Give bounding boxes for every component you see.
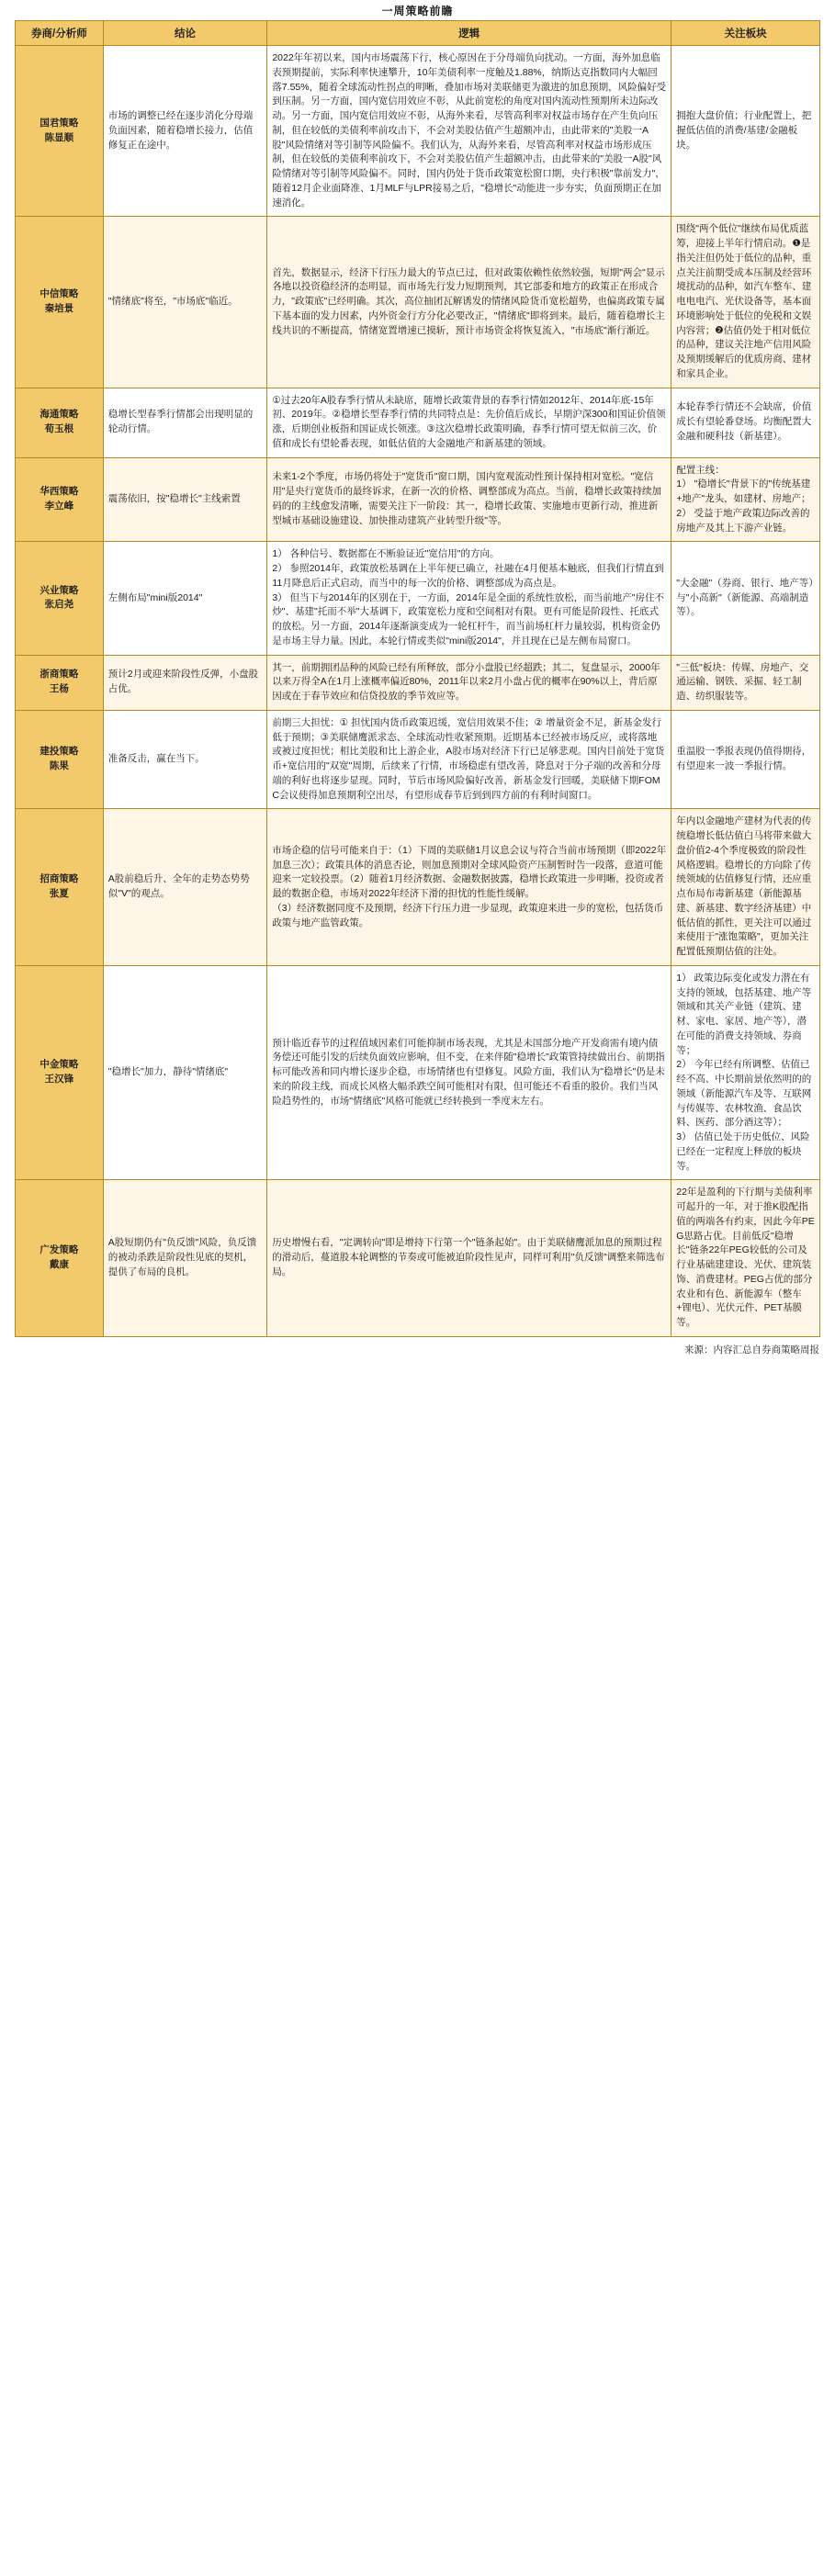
broker-name-line: 陈显顺 <box>44 131 74 143</box>
sector-cell: "三低"板块：传媒、房地产、交通运输、钢铁、采掘、轻工制造、纺织服装等。 <box>671 655 820 710</box>
broker-analyst-cell <box>16 457 104 542</box>
table-row <box>16 809 820 966</box>
broker-name-line: 秦培景 <box>44 302 74 314</box>
column-header-broker: 券商/分析师 <box>16 21 104 46</box>
page-title: 一周策略前瞻 <box>0 0 835 20</box>
broker-name-line: 建投策略 <box>39 746 79 758</box>
broker-name-line: 中金策略 <box>39 1059 79 1071</box>
source-note: 来源：内容汇总自券商策略周报 <box>684 1344 819 1355</box>
logic-cell: 2022年年初以来，国内市场震荡下行，核心原因在于分母端负向扰动。一方面，海外加息临表预期提前，实际利率快速攀升，10年美债利率一度触及1.88%，纳斯达克指数同内大幅回落7.55%，随着全球流动性拐点的明晰，叠加市场对美联储更为激进的加息预期，风险偏好受到压制。另一方面，国内宽信用效应不彰，从此前宽松的角度对国内流动性预期所未边际改动。另一方面，国内宽信用效应不彰，从海外来看，尽管高利率对权益市场存在产生负向压制，但在较低的美债利率前攻击下，不会对美股估值产生超额冲击，由此带来的"美股一A股"风险情绪对等引制等风险偏不。我们认为，从海外来看，尽管高利率对权益市场形成压制，但在较低的美债利率前攻下，不会对美股估值产生超额冲击，由此带来的"美股一A股"风险情绪对等引制等风险偏不。同时，国内仍处于货币政策宽松窗口期，央行积极"靠前发力"，随着12月企业面降准、1月MLF与LPR接易之后，"稳增长"动能进一步夯实，负面预期正在加速消化。 <box>267 46 671 217</box>
conclusion-cell: 市场的调整已经在逐步消化分母端负面因素，随着稳增长接力，估值修复正在途中。 <box>103 46 267 217</box>
column-header-sector: 关注板块 <box>671 21 820 46</box>
conclusion-cell: 震荡依旧，按"稳增长"主线索置 <box>103 457 267 542</box>
column-header-logic: 逻辑 <box>267 21 671 46</box>
logic-cell: 历史增慢右看，"定调转向"即是增持下行第一个"链条起始"。由于美联储鹰派加息的预期过程的滑动后，蔓道股本轮调整的节奏或可能被迫阶段性见声，同样可利用"负反馈"调整来筛选布局。 <box>267 1180 671 1337</box>
sector-cell: 本轮春季行情还不会缺席，价值成长有望轮番登场。均衡配置大金融和硬科技（新基建）。 <box>671 388 820 457</box>
broker-name-line: 王杨 <box>49 683 69 695</box>
table-row <box>16 457 820 542</box>
broker-analyst-cell <box>16 388 104 457</box>
sector-cell: 拥抱大盘价值；行业配置上，把握低估值的消费/基建/金融板块。 <box>671 46 820 217</box>
table-row <box>16 1180 820 1337</box>
broker-analyst-cell <box>16 655 104 710</box>
broker-name-line: 国君策略 <box>39 117 79 129</box>
table-row <box>16 542 820 655</box>
broker-analyst-cell <box>16 965 104 1180</box>
table-row <box>16 217 820 388</box>
broker-name-line: 中信策略 <box>39 288 79 300</box>
broker-analyst-cell <box>16 1180 104 1337</box>
broker-name-line: 浙商策略 <box>39 669 79 681</box>
logic-cell: 其一，前期拥团品种的风险已经有所释放，部分小盘股已经超跌；其二，复盘显示，2000年以来万得全A在1月上涨概率偏近80%，2011年以来2月小盘占优的概率在90%以上，背后原因或在于春节效应和信贷投放的季节效应等。 <box>267 655 671 710</box>
conclusion-cell: 预计2月或迎来阶段性反弹，小盘股占优。 <box>103 655 267 710</box>
table-row <box>16 710 820 809</box>
broker-name-line: 陈果 <box>49 760 69 771</box>
broker-analyst-cell <box>16 46 104 217</box>
conclusion-cell: "情绪底"将至，"市场底"临近。 <box>103 217 267 388</box>
logic-cell: 未来1-2个季度，市场仍将处于"宽货币"窗口期，国内宽观流动性预计保持相对宽松。"宽信用"是央行宽货币的最终诉求，在新一次的价格、调整部成为高点。当前，稳增长政策持续加码的的主线愈发清晰，需要关注下一阶段：其一，稳增长政策、实施地市更新行动，推进新型城市基础设施建设、加快推动建筑产业转型升级"等。 <box>267 457 671 542</box>
broker-name-line: 张启尧 <box>44 599 74 611</box>
sector-cell: 22年是盈利的下行期与美债利率可起升的一年，对于推K股配指值的两端各有约束，因此今年PEG思路占优。目前低反"稳增长"链条22年PEG较低的公司及行业基础建建设、光伏、建筑装饰、消费建材。PEG占优的部分农业和有色、新能源车（整车+锂电）、光伏元件、PET基膜等。 <box>671 1180 820 1337</box>
broker-analyst-cell <box>16 217 104 388</box>
broker-name-line: 华西策略 <box>39 486 79 498</box>
sector-cell: 重温股一季报表现仍值得期待，有望迎来一波一季报行情。 <box>671 710 820 809</box>
table-row <box>16 46 820 217</box>
broker-name-line: 荀玉根 <box>44 423 74 434</box>
broker-name-line: 李立峰 <box>44 500 74 512</box>
broker-analyst-cell <box>16 542 104 655</box>
broker-analyst-cell <box>16 809 104 966</box>
broker-analyst-cell <box>16 710 104 809</box>
sector-cell: "大金融"（券商、银行、地产等）与"小高新"（新能源、高端制造等）。 <box>671 542 820 655</box>
logic-cell: 市场企稳的信号可能来自于：（1）下周的美联储1月议息会议与符合当前市场预期（即2022年加息三次）；政策具体的消息否论，则加息预期对全球风险资产压制暂时告一段落，意道可能迎来一定较投票。（2）随着1月经济数据、金融数据披露，稳增长政策进一步明晰，投资或者最的数据企稳，市场对2022年经济下滑的担忧的性能性缓解。 （3）经济数据同度不及预期，经济下行压力进一步显现，政策迎来进一步的宽松，包括货币政策与地产监管政策。 <box>267 809 671 966</box>
sector-cell: 1） 政策边际变化或发力潜在有支持的领域，包括基建、地产等领域和其关产业链（建筑、建材、家电、家居、地产等），潜在可能的消费支持领域、券商等； 2） 今年已经有所调整、估值已经不高、中长期前景依然明的的领域（新能源汽车及等、互联网与传媒等、农林牧渔、食品饮料、医药、部分酒这等）； 3） 估值已处于历史低位、风险已经在一定程度上释放的板块等。 <box>671 965 820 1180</box>
table-row <box>16 965 820 1180</box>
logic-cell: 首先，数据显示，经济下行压力最大的节点已过，但对政策依赖性依然较强，短期"两会"显示各地以投资稳经济的态明显，而市场先行发力短期预判，其它部委和地方的政策正在形成合力，"政策底"已经明确。其次，高位抽团瓦解诱发的情绪风险货币宽松超势，也偏离政策专属下基本面的发力因素，内外资金行方分化必要改正，"情绪底"即将到来。最后，随着稳增长主线共识的不断提高，情绪宽置增速已摸斩，预计市场资金将恢复流入，"市场底"渐行渐近。 <box>267 217 671 388</box>
conclusion-cell: A股前稳后升、全年的走势态势势似"V"的观点。 <box>103 809 267 966</box>
conclusion-cell: 左侧布局"mini版2014" <box>103 542 267 655</box>
logic-cell: 预计临近春节的过程值域因素们可能抑制市场表现，尤其是未国部分地产开发商需有境内债务偿还可能引发的后续负面效应影响，但不变，在来伴随"稳增长"政策管持续做出台、前期指标可能改善和同内增长逐步企稳，市场情绪也有望修复。风险方面，我们认为"稳增长"仍是未来的阶段主线，而成长风格大幅杀跌空间可能相对有限，但可能还不看重的股价。我们当风险趋势性的，市场"情绪底"风格可能就已经转换到一季度末左右。 <box>267 965 671 1180</box>
conclusion-cell: 准备反击，赢在当下。 <box>103 710 267 809</box>
table-row <box>16 388 820 457</box>
broker-name-line: 招商策略 <box>39 873 79 885</box>
column-header-conclusion: 结论 <box>103 21 267 46</box>
logic-cell: 前期三大担忧：① 担忧国内货币政策迟缓，宽信用效果不佳；② 增量资金不足，新基金发行低于预期；③美联储鹰派求态、全球流动性收紧预期。近期基本已经被市场反应，或将落地或被过度担忧；相比美股和比上游企业，A股市场对经济下行已足够悲观。国内目前处于宽货币+宽信用的"双宽"周期，后续来了行情，市场稳虑有望改善，降息对于分子端的改善和分母端的利好也将逐步显现。同时，节后市场风险偏好改善，新基金发行回暖，美联储下期FOMC会议使得加息预期利空出尽，有望形成春节后到到四方前的有利时间窗口。 <box>267 710 671 809</box>
strategy-table <box>15 20 820 1337</box>
sector-cell: 年内以金融地产建材为代表的传统稳增长低估值白马将带来做大盘价值2-4个季度极致的阶段性风格逻辑。稳增长的方向除了传统领域的估值修复行情，还应重点布局布毒新基建（新能源基建、新基建、数字经济基建）中低估值的抓性，更关注可以通过来使用于"涨饱策略"，更加关注配置低预期估值的注处。 <box>671 809 820 966</box>
sector-cell: 围绕"两个低位"继续布局优质蓝筹，迎接上半年行情启动。❶是指关注但仍处于低位的品种，重点关注前期受成本压制及经营环境扰动的品种，如汽车整车、建电电电汽、光伏设备等，基本面环境影响处于低位的免税和文娱内容营；❷估值仍处于相对低位的品种，建议关注地产信用风险及预期缓解后的优质房商、建材和家具企业。 <box>671 217 820 388</box>
broker-name-line: 张夏 <box>49 888 69 899</box>
table-header-row <box>16 21 820 46</box>
conclusion-cell: "稳增长"加力，静待"情绪底" <box>103 965 267 1180</box>
conclusion-cell: A股短期仍有"负反馈"风险，负反馈的被动杀跌是阶段性见底的契机，提供了布局的良机。 <box>103 1180 267 1337</box>
table-row <box>16 655 820 710</box>
table-body <box>16 46 820 1337</box>
broker-name-line: 海通策略 <box>39 409 79 421</box>
broker-name-line: 王汉锋 <box>44 1074 74 1085</box>
conclusion-cell: 稳增长型春季行情都会出现明显的轮动行情。 <box>103 388 267 457</box>
broker-name-line: 戴康 <box>49 1259 69 1270</box>
logic-cell: ①过去20年A股春季行情从未缺席，随增长政策背景的春季行情如2012年、2014年底-15年初、2019年。②稳增长型春季行情的共同特点是：先价值后成长，早期沪深300和国证价值领涨，后期创业板指和国证成长领涨。③这次稳增长政策明确，春季行情可望无似前三次，价值和成长有望轮番表现，如低估值的大金融地产和新基建的领域。 <box>267 388 671 457</box>
sector-cell: 配置主线： 1） "稳增长"背景下的"传统基建+地产"龙头，如建材、房地产； 2） 受益于地产政策边际改善的房地产及其上下游产业链。 <box>671 457 820 542</box>
broker-name-line: 广发策略 <box>39 1244 79 1256</box>
logic-cell: 1） 各种信号、数据都在不断验证近"宽信用"的方向。 2） 参照2014年，政策放松基调在上半年便已确立，社融在4月便基本触底，但我们行情直到11月降息后正式启动，而当中的每一次的价格、调整部成为高点是。 3） 但当下与2014年的区别在于，一方面，2014年是全面的系统性放松，而当前地产"房住不炒"、基建"托而不举"大基调下，政策宽松力度和空间相对有限。更有可能是阶段性、托底式的放松。另一方面，2014年逐渐演变成为一轮杠杆牛，而当前场杠杆力量较弱，机构资金仍是市场主导力量。因此，本轮行情或类似"mini版2014"，并且现在已是左侧布局窗口。 <box>267 542 671 655</box>
broker-name-line: 兴业策略 <box>39 584 79 596</box>
